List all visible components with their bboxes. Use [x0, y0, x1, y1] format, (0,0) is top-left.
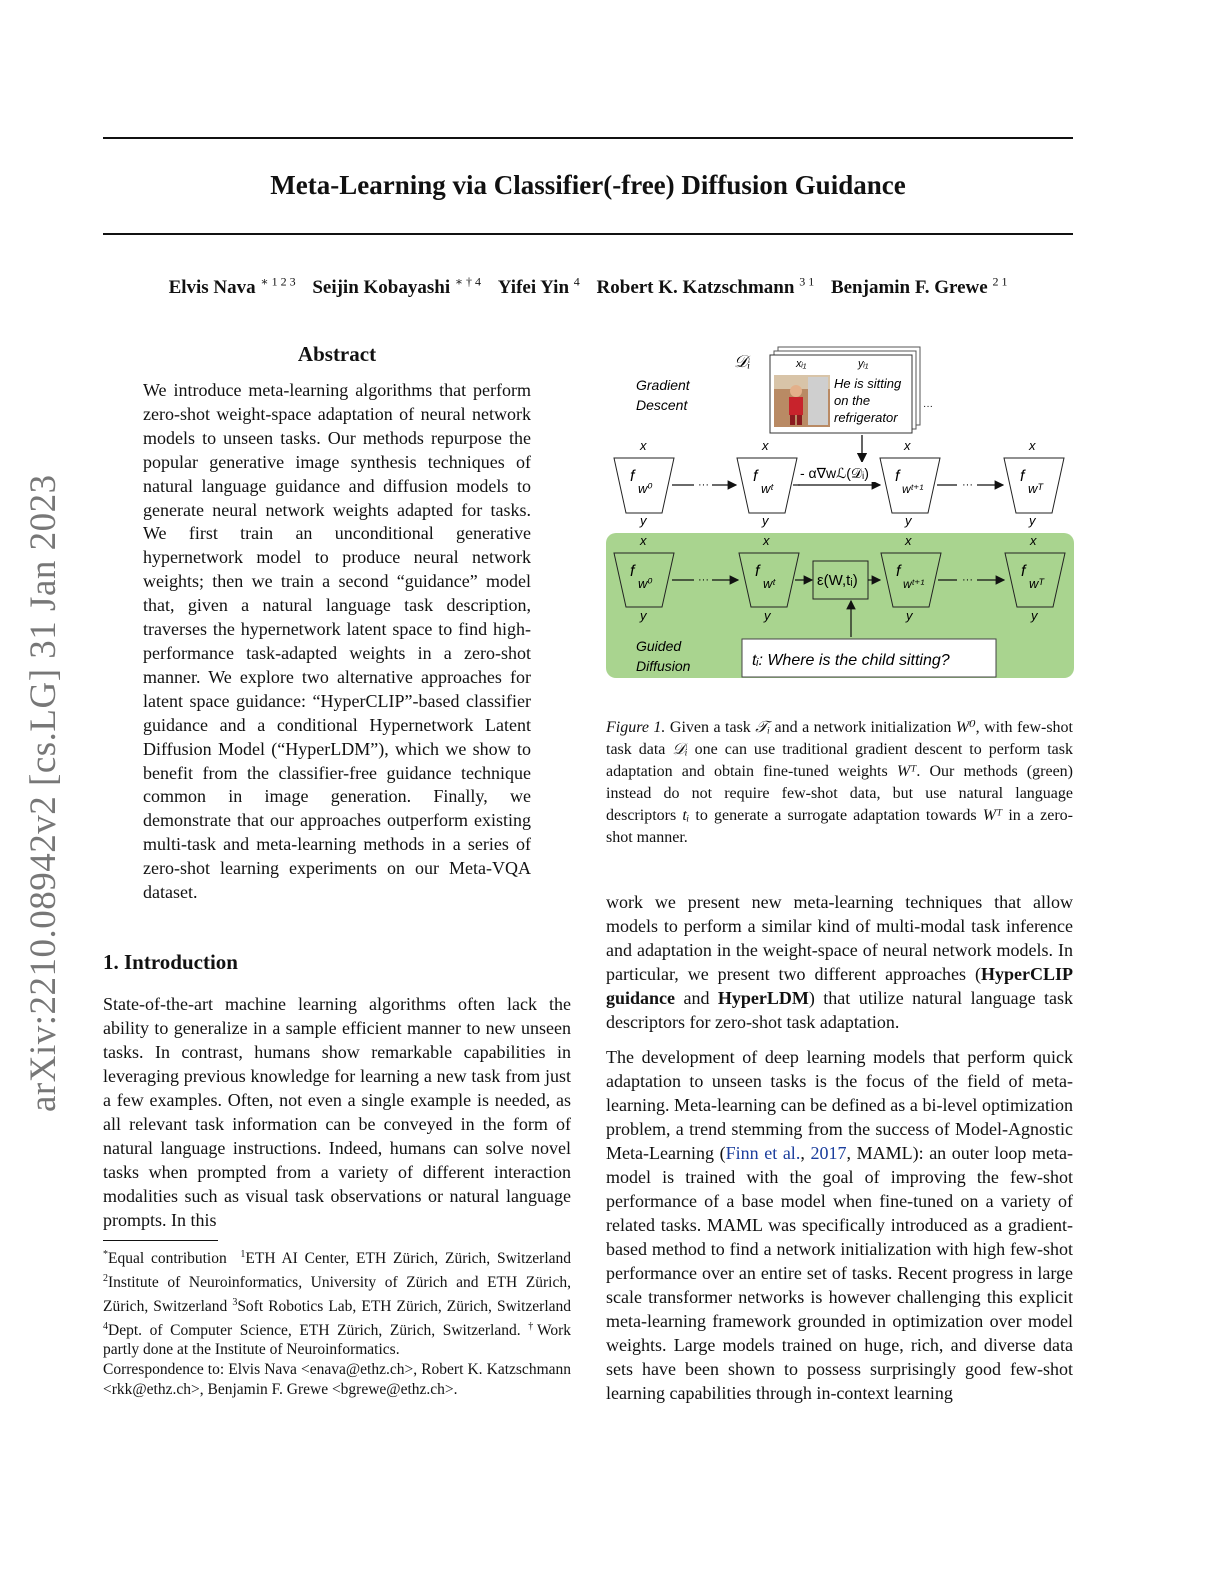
caption-part: , with few-shot task data [606, 719, 1073, 758]
y-label: y [640, 608, 647, 623]
gd-row [614, 438, 1064, 528]
network-f: f [753, 468, 758, 485]
introduction-heading: 1. Introduction [103, 950, 238, 974]
network-f: f [1021, 563, 1026, 580]
footnotes [103, 1245, 571, 1400]
flow-ellipsis: ··· [698, 479, 709, 491]
y-label: y [1029, 513, 1036, 528]
y-label: y [640, 513, 647, 528]
dataset-dots: ··· [923, 401, 933, 412]
arxiv-identifier[interactable]: arXiv:2210.08942v2 [cs.LG] 31 Jan 2023 [23, 474, 64, 1112]
footnote-affil-1: ETH AI Center, ETH Zürich, Zürich, Switzerland [245, 1250, 572, 1268]
footnote-rule [103, 1240, 218, 1241]
y-label: y [762, 513, 769, 528]
caption-part: and a network initialization [770, 719, 956, 736]
author-name: Seijin Kobayashi [312, 277, 451, 299]
author-name: Elvis Nava [168, 277, 256, 299]
gd-update-label: - α∇wℒ(𝒟ᵢ) [800, 465, 869, 481]
network-weights: wᵀ [1029, 576, 1044, 591]
y-label: y [906, 608, 913, 623]
x-label: x [1030, 533, 1037, 548]
text-run: work we present new meta-learning techniques that allow models to perform a similar kind of multi-modal task inference and adaptation in the weight-space of neural network models. In particular, we present two different approaches ( [606, 892, 1073, 984]
author [831, 277, 1008, 298]
gradient-descent-label-2: Descent [636, 397, 688, 413]
caption-part: in a zero-shot manner. [606, 807, 1074, 846]
x-label: x [904, 438, 911, 453]
network-weights: wᵗ [763, 576, 775, 591]
network-weights: w⁰ [638, 481, 653, 496]
network-f: f [630, 468, 635, 485]
y-label: y [764, 608, 771, 623]
network-f: f [630, 563, 635, 580]
footnote-work-note: Work partly done at the Institute of Neuroinformatics. [103, 1321, 572, 1359]
author-name: Yifei Yin [497, 277, 570, 299]
figure-1 [600, 335, 1080, 690]
caption-math: Wᵀ [896, 763, 917, 780]
caption-part: . Our methods (green) instead do not require few-shot data, but use natural language descriptors [606, 763, 1073, 824]
figure-1-diagram [600, 335, 1080, 685]
figure-1-caption [606, 717, 1073, 849]
author-affil: ∗ 1 2 3 [260, 275, 296, 289]
text-run: and [675, 988, 718, 1008]
author [312, 277, 481, 298]
epsilon-label: ε(W,tᵢ) [817, 572, 858, 589]
author-list [103, 275, 1073, 299]
network-f: f [755, 563, 760, 580]
caption-math: 𝒯ᵢ [755, 719, 771, 736]
caption-math: 𝒟ᵢ [672, 741, 688, 758]
x-label: x [1029, 438, 1036, 453]
author-affil: 3 1 [799, 275, 815, 289]
text-run: The development of deep learning models that perform quick adaptation to unseen tasks is the focus of the field of meta-learning. Meta-learning can be defined as a bi-level optimization problem, a trend stemming from the success of Model-Agnostic Meta-Learning ( [606, 1047, 1073, 1163]
abstract-heading: Abstract [297, 342, 377, 366]
method-name: HyperCLIP guidance [606, 964, 1073, 1008]
dataset-symbol: 𝒟ᵢ [734, 352, 751, 371]
network-weights: w⁰ [638, 576, 653, 591]
card-x-label: xᵢ₁ [796, 358, 807, 370]
guided-diffusion-label-2: Diffusion [636, 658, 691, 674]
caption-part: to generate a surrogate adaptation towards [689, 807, 983, 824]
affiliation-footnote: *Equal contribution $^1$ETH AI Center, ETH Zürich, Zürich, Switzerland $^2$Institute of Neuroinformatics, University of Zürich and ETH Zürich, Zürich, Switzerland $^3$Soft Robotics Lab, ETH Zürich, Zürich, Switzerland $^4$Dept. of Computer Science, ETH Zürich, Zürich, Switzerland. †Work partly done at the Institute of Neuroinformatics. [103, 1249, 572, 1359]
x-label: x [905, 533, 912, 548]
network-weights: wᵗ⁺¹ [902, 482, 924, 496]
flow-ellipsis: ··· [962, 479, 973, 491]
footnote-equal-contribution: Equal contribution [108, 1250, 227, 1268]
caption-part: one can use traditional gradient descent to perform task adaptation and obtain fine-tuned weights [606, 741, 1073, 780]
flow-ellipsis: ··· [698, 574, 709, 586]
figure-label: Figure 1. [606, 719, 666, 736]
caption-math: tᵢ [682, 807, 690, 824]
network-f: f [1020, 468, 1025, 485]
author-affil: ∗ † 4 [454, 275, 482, 289]
author-name: Robert K. Katzschmann [596, 277, 795, 299]
paper-title: Meta-Learning via Classifier(-free) Diffusion Guidance [270, 170, 906, 200]
caption-part: Given a task [665, 719, 756, 736]
author [597, 277, 815, 298]
author-name: Benjamin F. Grewe [830, 277, 988, 299]
author [169, 277, 296, 298]
card-text-line-3: refrigerator [834, 410, 898, 425]
card-text-line-1: He is sitting [834, 376, 902, 391]
caption-math: W⁰ [955, 719, 976, 736]
x-label: x [640, 533, 647, 548]
y-label: y [1031, 608, 1038, 623]
footnote-affil-2: Institute of Neuroinformatics, University of Zürich and ETH Zürich, Zürich, Switzerland [103, 1274, 571, 1315]
network-weights: wᵗ [761, 481, 773, 496]
title-bottom-rule [103, 233, 1073, 235]
introduction-paragraph-continued [606, 890, 1073, 1034]
card-text-line-2: on the [834, 393, 871, 408]
x-label: x [762, 438, 769, 453]
flow-ellipsis: ··· [962, 574, 973, 586]
top-rule [103, 137, 1073, 139]
citation-link[interactable]: Finn et al. [725, 1143, 801, 1163]
network-f: f [896, 563, 901, 580]
author-affil: 2 1 [992, 275, 1008, 289]
author [498, 277, 580, 298]
gradient-descent-label-1: Gradient [636, 377, 690, 393]
introduction-paragraph: State-of-the-art machine learning algorithms often lack the ability to generalize in a sample efficient manner to new unseen tasks. In contrast, humans show remarkable capabilities in leveraging previous knowledge for learning a new task from just a few examples. Often, not even a single example is needed, as all relevant task information can be conveyed in the form of natural language instructions. Indeed, humans can solve novel tasks when prompted from a variety of different interaction modalities such as visual task observations or natural language prompts. In this [103, 994, 571, 1230]
card-y-label: yᵢ₁ [858, 358, 869, 370]
footnote-affil-3: Soft Robotics Lab, ETH Zürich, Zürich, Switzerland [237, 1297, 572, 1315]
guided-diffusion-label-1: Guided [636, 638, 682, 654]
y-label: y [905, 513, 912, 528]
network-weights: wᵗ⁺¹ [903, 577, 925, 591]
citation-year-link[interactable]: 2017 [810, 1143, 847, 1163]
text-run: , MAML): an outer loop meta-model is trained with the goal of improving the few-shot performance of a base model when fine-tuned on a variety of related tasks. MAML was specifically introduced as a gradient-based method to find a network initialization with high few-shot performance over an entire set of tasks. Recent progress in large scale transformer networks is however challenging this explicit meta-learning framework grounded in optimization over model weights. Large models trained on huge, rich, and diverse data sets have been shown to possess surprisingly good few-shot learning capabilities through in-context learning [606, 1143, 1074, 1403]
network-weights: wᵀ [1028, 481, 1043, 496]
introduction-paragraph-2 [606, 1045, 1073, 1405]
author-affil: 4 [573, 275, 580, 289]
prompt-text: tᵢ: Where is the child sitting? [752, 652, 950, 669]
x-label: x [640, 438, 647, 453]
caption-math: Wᵀ [982, 807, 1003, 824]
correspondence-note: Correspondence to: Elvis Nava <enava@ethz.ch>, Robert K. Katzschmann <rkk@ethz.ch>, Benjamin F. Grewe <bgrewe@ethz.ch>. [103, 1361, 571, 1398]
x-label: x [763, 533, 770, 548]
text-run: , [800, 1143, 811, 1163]
abstract-text: We introduce meta-learning algorithms that perform zero-shot weight-space adaptation of neural network models to unseen tasks. Our methods repurpose the popular generative image synthesis techniques of natural language guidance and diffusion models to generate neural network weights adapted for tasks. We first train an unconditional generative hypernetwork model to produce neural network weights; then we train a second “guidance” model that, given a natural language task description, traverses the hypernetwork latent space to find high-performance task-adapted weights in a zero-shot manner. We explore two alternative approaches for latent space guidance: “HyperCLIP”-based classifier guidance and a conditional Hypernetwork Latent Diffusion Model (“HyperLDM”), which we show to benefit from the classifier-free guidance technique common in image generation. Finally, we demonstrate that our approaches outperform existing multi-task and meta-learning methods in a series of zero-shot learning experiments on our Meta-VQA dataset. [143, 380, 531, 903]
footnote-affil-4: Dept. of Computer Science, ETH Zürich, Zürich, Switzerland. [108, 1321, 521, 1339]
network-f: f [895, 468, 900, 485]
method-name: HyperLDM [717, 988, 809, 1008]
child-photo [774, 375, 830, 427]
text-run: ) that utilize natural language task descriptors for zero-shot task adaptation. [606, 988, 1073, 1032]
